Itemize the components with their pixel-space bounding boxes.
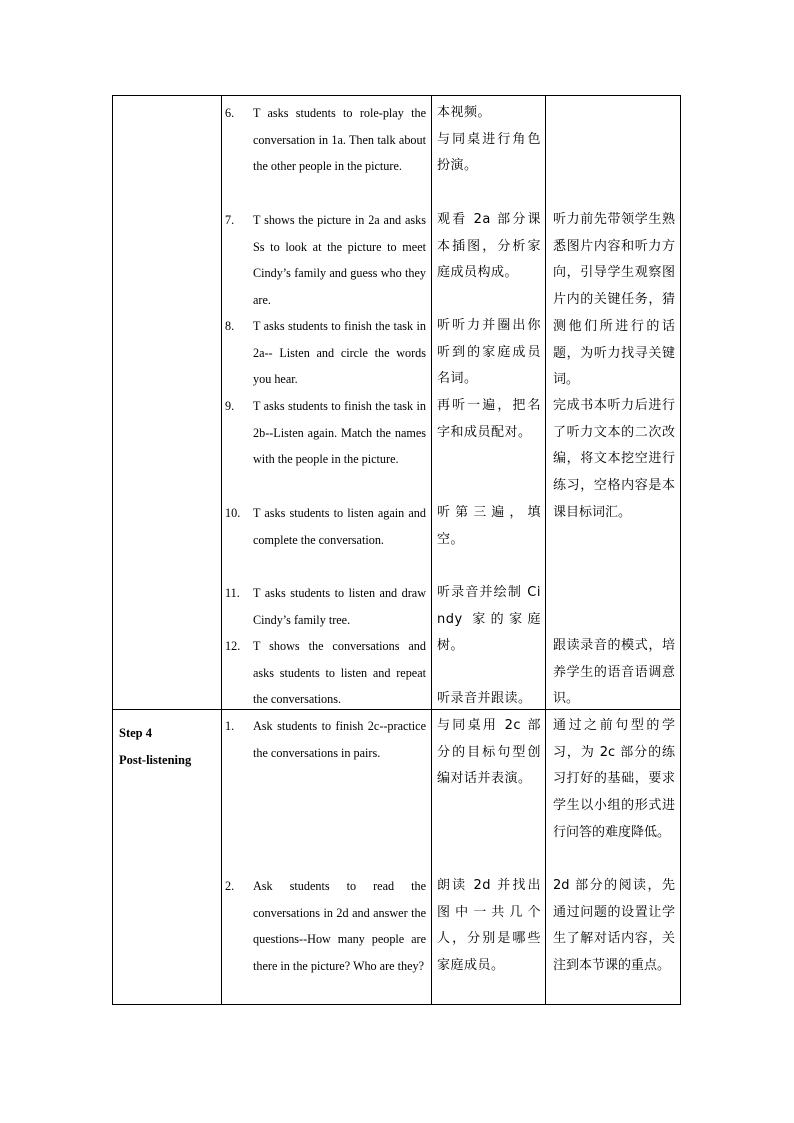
- item-text: T shows the conversations and asks students to listen and repeat the conversations.: [253, 639, 426, 707]
- column-divider: [545, 96, 546, 1004]
- item-text: T asks students to finish the task in 2b--Listen again. Match the names with the people in the picture.: [253, 399, 426, 467]
- item-text: T asks students to listen again and complete the conversation.: [253, 506, 426, 547]
- item-text: T shows the picture in 2a and asks Ss to look at the picture to meet Cindy’s family and guess who they are.: [253, 213, 426, 308]
- student-activity: 听第三遍，填空。: [437, 505, 541, 547]
- item-number: 2.: [225, 879, 235, 893]
- design-purpose: 听力前先带领学生熟悉图片内容和听力方向，引导学生观察图片内的关键任务，猜测他们所进行的话题，为听力找寻关键词。: [553, 212, 675, 388]
- item-number: 9.: [225, 399, 235, 413]
- item-number: 1.: [225, 719, 235, 733]
- item-text: Ask students to read the conversations in 2d and answer the questions--How many people are there in the picture? Who are they?: [253, 879, 426, 974]
- student-activity: 本视频。 与同桌进行角色扮演。: [437, 105, 541, 174]
- item-text: Ask students to finish 2c--practice the conversations in pairs.: [253, 719, 426, 760]
- design-purpose: 完成书本听力后进行了听力文本的二次改编，将文本挖空进行练习，空格内容是本课目标词汇。: [553, 398, 675, 520]
- student-activity: 朗读 2d 并找出图中一共几个人，分别是哪些家庭成员。: [437, 878, 541, 974]
- item-number: 8.: [225, 319, 235, 333]
- item-text: T asks students to role-play the conversation in 1a. Then talk about the other people in the picture.: [253, 106, 426, 174]
- item-number: 12.: [225, 639, 241, 653]
- step-name: Post-listening: [119, 753, 192, 767]
- step-number: Step 4: [119, 726, 152, 740]
- item-text: T asks students to listen and draw Cindy’s family tree.: [253, 586, 426, 627]
- step-title: [119, 720, 219, 774]
- student-activity: 听录音并绘制 Cindy 家的家庭树。: [437, 585, 541, 654]
- student-activity: 听听力并圈出你听到的家庭成员名词。: [437, 318, 541, 387]
- item-number: 10.: [225, 506, 241, 520]
- item-number: 6.: [225, 106, 235, 120]
- student-activity: 与同桌用 2c 部分的目标句型创编对话并表演。: [437, 718, 541, 787]
- design-purpose: 通过之前句型的学习，为 2c 部分的练习打好的基础，要求学生以小组的形式进行问答的难度降低。: [553, 718, 675, 840]
- student-activity: 听录音并跟读。: [437, 691, 532, 706]
- design-purpose: 2d 部分的阅读，先通过问题的设置让学生了解对话内容，关注到本节课的重点。: [553, 878, 675, 974]
- item-number: 7.: [225, 213, 235, 227]
- item-number: 11.: [225, 586, 240, 600]
- column-divider: [431, 96, 432, 1004]
- design-purpose: 跟读录音的模式，培养学生的语音语调意识。: [553, 638, 675, 707]
- lesson-plan-table: [112, 95, 681, 1005]
- column-divider: [221, 96, 222, 1004]
- item-text: T asks students to finish the task in 2a-- Listen and circle the words you hear.: [253, 319, 426, 387]
- student-activity: 再听一遍，把名字和成员配对。: [437, 398, 541, 440]
- student-activity: 观看 2a 部分课本插图，分析家庭成员构成。: [437, 212, 541, 281]
